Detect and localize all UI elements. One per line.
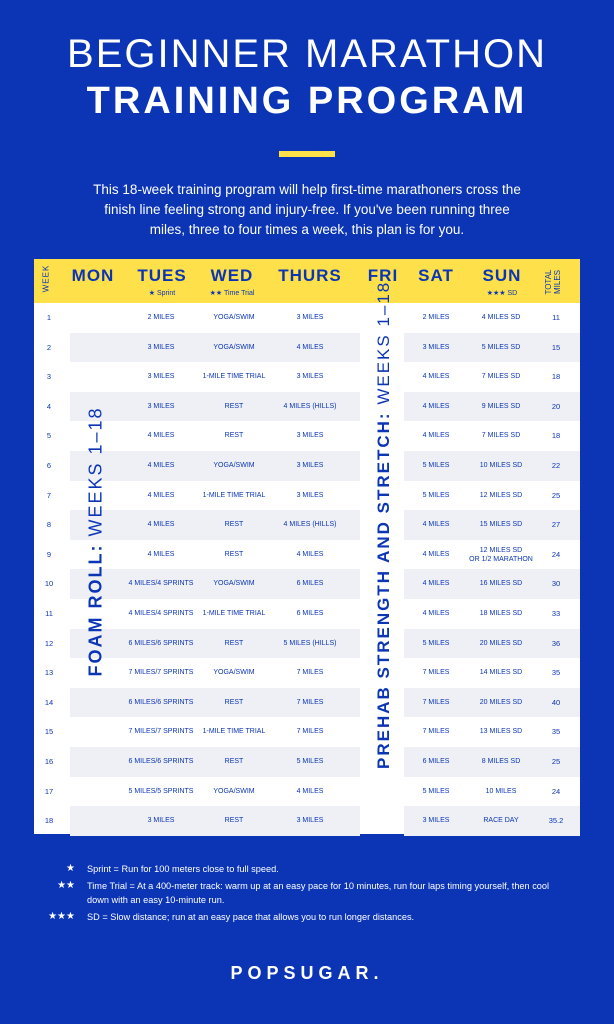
table-row: [34, 421, 580, 451]
cell-week: 10: [44, 579, 54, 589]
legend-text: Time Trial = At a 400-meter track: warm up at an easy pace for 10 minutes, run four laps timing yourself, then cool down with an easy 10-minute run.: [87, 881, 550, 905]
cell-sun: 15 MILES SD: [479, 521, 523, 529]
cell-tues: 4 MILES: [147, 521, 175, 529]
cell-sat: 3 MILES: [422, 817, 450, 825]
cell-sun: 12 MILES SD: [479, 491, 523, 499]
cell-total: 20: [551, 401, 561, 411]
cell-total: 11: [552, 313, 560, 322]
legend-text: SD = Slow distance; run at an easy pace that allows you to run longer distances.: [87, 912, 415, 922]
cell-thurs: 3 MILES: [296, 432, 324, 440]
table-row: [34, 658, 580, 688]
col-sat-header: SAT: [418, 266, 454, 285]
cell-tues: 4 MILES: [147, 432, 175, 440]
cell-sun: 9 MILES SD: [481, 402, 521, 410]
page-title-line1: BEGINNER MARATHON: [67, 32, 547, 76]
table-row: [34, 569, 580, 599]
cell-sun: 4 MILES SD: [481, 314, 521, 321]
total-header-line2: MILES: [553, 270, 562, 295]
cell-wed: REST: [224, 639, 244, 647]
cell-thurs: 4 MILES: [296, 787, 324, 795]
col-tues-header: TUES: [137, 266, 187, 285]
cell-tues: 7 MILES/7 SPRINTS: [128, 728, 194, 736]
cell-tues: 3 MILES: [147, 402, 175, 410]
cell-week: 4: [46, 401, 52, 411]
cell-week: 5: [46, 431, 52, 441]
cell-thurs: 4 MILES (HILLS): [283, 402, 337, 410]
popsugar-logo: POPSUGAR.: [230, 963, 384, 983]
table-row: [34, 481, 580, 511]
cell-week: 18: [44, 816, 54, 826]
cell-tues: 6 MILES/6 SPRINTS: [128, 639, 194, 647]
cell-tues: 6 MILES/6 SPRINTS: [128, 757, 194, 765]
table-row: [34, 599, 580, 629]
cell-tues: 3 MILES: [147, 373, 175, 381]
cell-total: 25: [551, 756, 561, 766]
col-total-header: [544, 257, 562, 307]
cell-sun: 13 MILES SD: [479, 728, 523, 736]
col-fri-header: FRI: [367, 266, 399, 285]
col-sun-header: SUN: [482, 266, 522, 285]
cell-sun: 7 MILES SD: [481, 373, 521, 381]
legend-text: Sprint = Run for 100 meters close to full speed.: [87, 864, 279, 874]
cell-wed: 1-MILE TIME TRIAL: [202, 728, 266, 736]
legend-item: [48, 910, 559, 924]
cell-week: 13: [44, 668, 54, 678]
table-row: [34, 510, 580, 540]
cell-wed: YOGA/SWIM: [213, 314, 255, 321]
table-row: [34, 392, 580, 422]
cell-thurs: 3 MILES: [296, 314, 324, 321]
cell-sat: 3 MILES: [422, 343, 450, 351]
col-wed-header: WED: [210, 266, 254, 285]
star-icon: ★★★: [486, 290, 506, 297]
cell-total: 25: [551, 490, 561, 500]
training-table: [34, 259, 580, 834]
star-icon: ★: [66, 863, 75, 874]
cell-total: 33: [551, 608, 561, 618]
col-week-header: WEEK: [41, 264, 51, 293]
table-row: [34, 747, 580, 777]
legend-item: [66, 862, 559, 876]
star-icon: ★: [148, 290, 156, 297]
cell-sun-line1: 12 MILES SD: [479, 546, 523, 554]
cell-sat: 4 MILES: [422, 432, 450, 440]
cell-wed: REST: [224, 521, 244, 529]
table-row: [34, 540, 580, 570]
cell-wed: REST: [224, 817, 244, 825]
cell-tues: 6 MILES/6 SPRINTS: [128, 698, 194, 706]
cell-sun: 10 MILES: [485, 787, 517, 795]
cell-total: 35.2: [548, 816, 564, 826]
cell-week: 9: [46, 549, 52, 559]
cell-sat: 4 MILES: [422, 609, 450, 617]
cell-sun: 7 MILES SD: [481, 432, 521, 440]
fri-banner: [374, 280, 394, 769]
cell-sat: 5 MILES: [422, 491, 450, 499]
cell-week: 11: [45, 608, 53, 618]
cell-sat: 7 MILES: [422, 698, 450, 706]
cell-sun: 14 MILES SD: [479, 669, 523, 677]
cell-week: 15: [44, 727, 54, 737]
cell-thurs: 4 MILES: [296, 550, 324, 558]
title-accent-bar: [279, 151, 335, 157]
cell-sat: 4 MILES: [422, 402, 450, 410]
cell-tues: 4 MILES: [147, 461, 175, 469]
cell-thurs: 7 MILES: [296, 698, 324, 706]
cell-wed: 1-MILE TIME TRIAL: [202, 373, 266, 381]
cell-week: 3: [46, 372, 52, 382]
table-row: [34, 717, 580, 747]
cell-tues: 3 MILES: [147, 817, 175, 825]
cell-thurs: 7 MILES: [296, 669, 324, 677]
cell-wed: REST: [224, 402, 244, 410]
cell-tues: 5 MILES/5 SPRINTS: [128, 787, 194, 795]
cell-wed: YOGA/SWIM: [213, 669, 255, 677]
cell-sat: 4 MILES: [422, 580, 450, 588]
cell-sun: 20 MILES SD: [479, 639, 523, 647]
cell-wed: REST: [224, 432, 244, 440]
cell-total: 15: [551, 342, 561, 352]
cell-wed: YOGA/SWIM: [213, 461, 255, 469]
cell-wed: YOGA/SWIM: [213, 580, 255, 588]
fri-banner-label: PREHAB STRENGTH AND STRETCH:: [374, 411, 393, 769]
cell-total: 18: [551, 372, 561, 382]
cell-total: 27: [551, 520, 561, 530]
star-icon: ★★★: [48, 911, 75, 922]
fri-banner-weeks: WEEKS 1–18: [374, 280, 393, 412]
table-rows: [34, 303, 580, 836]
cell-sun: 10 MILES SD: [479, 461, 523, 469]
col-mon-header: MON: [71, 266, 115, 285]
cell-week: 8: [46, 520, 52, 530]
cell-thurs: 7 MILES: [296, 728, 324, 736]
cell-thurs: 4 MILES: [296, 343, 324, 351]
cell-sat: 2 MILES: [422, 314, 450, 321]
cell-tues: 4 MILES/4 SPRINTS: [128, 580, 194, 588]
table-row: [34, 303, 580, 333]
cell-tues: 4 MILES: [147, 550, 175, 558]
cell-sun: 8 MILES SD: [481, 757, 521, 765]
mon-banner: [86, 392, 107, 692]
cell-week: 1: [46, 313, 52, 322]
cell-wed: REST: [224, 698, 244, 706]
cell-wed: REST: [224, 757, 244, 765]
cell-tues: 3 MILES: [147, 343, 175, 351]
mon-banner-weeks: WEEKS 1–18: [85, 406, 106, 537]
cell-sun: RACE DAY: [483, 817, 519, 825]
cell-wed: REST: [224, 550, 244, 558]
cell-total: 24: [551, 786, 561, 796]
cell-sat: 5 MILES: [422, 461, 450, 469]
cell-thurs: 6 MILES: [296, 609, 324, 617]
page-title-line2: TRAINING PROGRAM: [86, 80, 528, 122]
cell-sat: 4 MILES: [422, 550, 450, 558]
cell-sun: 18 MILES SD: [479, 609, 523, 617]
cell-thurs: 3 MILES: [296, 817, 324, 825]
cell-week: 6: [46, 460, 52, 470]
cell-total: 18: [551, 431, 561, 441]
tues-subhead-label: Sprint: [156, 290, 176, 297]
table-row: [34, 451, 580, 481]
cell-total: 40: [551, 697, 561, 707]
cell-wed: YOGA/SWIM: [213, 787, 255, 795]
cell-week: 12: [44, 638, 54, 648]
table-row: [34, 688, 580, 718]
table-row: [34, 777, 580, 807]
cell-sat: 7 MILES: [422, 728, 450, 736]
star-icon: ★★: [209, 290, 223, 297]
legend-item: [57, 879, 559, 907]
table-row: [34, 362, 580, 392]
cell-week: 16: [44, 756, 54, 766]
col-thurs-header: THURS: [278, 266, 342, 285]
mon-banner-label: FOAM ROLL:: [85, 536, 106, 677]
cell-week: 14: [44, 697, 54, 707]
cell-sat: 4 MILES: [422, 373, 450, 381]
star-icon: ★★: [57, 880, 75, 891]
cell-total: 24: [551, 549, 561, 559]
cell-sun: 16 MILES SD: [479, 580, 523, 588]
cell-thurs: 3 MILES: [296, 373, 324, 381]
cell-sat: 6 MILES: [422, 757, 450, 765]
cell-thurs: 3 MILES: [296, 461, 324, 469]
cell-total: 35: [551, 668, 561, 678]
cell-tues: 7 MILES/7 SPRINTS: [128, 669, 194, 677]
cell-total: 30: [551, 579, 561, 589]
cell-total: 35: [551, 727, 561, 737]
cell-thurs: 5 MILES: [296, 757, 324, 765]
cell-total: 22: [551, 460, 561, 470]
cell-wed: 1-MILE TIME TRIAL: [202, 491, 266, 499]
cell-week: 7: [46, 490, 52, 500]
table-header: [34, 259, 580, 303]
cell-thurs: 5 MILES (HILLS): [283, 639, 337, 647]
table-row: [34, 333, 580, 363]
cell-sun-line2: OR 1/2 MARATHON: [469, 555, 533, 563]
cell-week: 2: [46, 342, 52, 352]
cell-wed: 1-MILE TIME TRIAL: [202, 609, 266, 617]
wed-subhead-label: Time Trial: [223, 290, 255, 297]
cell-tues: 4 MILES: [147, 491, 175, 499]
cell-thurs: 6 MILES: [296, 580, 324, 588]
table-row: [34, 629, 580, 659]
table-row: [34, 806, 580, 836]
wed-subhead: [194, 289, 270, 297]
cell-tues: 4 MILES/4 SPRINTS: [128, 609, 194, 617]
cell-total: 36: [551, 638, 561, 648]
cell-tues: 2 MILES: [147, 314, 175, 321]
cell-week: 17: [44, 786, 54, 796]
cell-sun: [466, 540, 536, 570]
tues-subhead: [126, 289, 198, 297]
total-header-line1: TOTAL: [544, 269, 553, 295]
sun-subhead: [470, 289, 534, 297]
cell-sat: 5 MILES: [422, 639, 450, 647]
cell-sat: 4 MILES: [422, 521, 450, 529]
cell-sat: 7 MILES: [422, 669, 450, 677]
cell-sun: 20 MILES SD: [479, 698, 523, 706]
cell-sun: 5 MILES SD: [481, 343, 521, 351]
sun-subhead-label: SD: [507, 290, 518, 297]
cell-thurs: 3 MILES: [296, 491, 324, 499]
intro-text: This 18-week training program will help first-time marathoners cross the finish line feeling strong and injury-free. If you've been running three miles, three to four times a week, this plan is for you.: [93, 182, 521, 237]
cell-wed: YOGA/SWIM: [213, 343, 255, 351]
cell-sat: 5 MILES: [422, 787, 450, 795]
cell-thurs: 4 MILES (HILLS): [283, 521, 337, 529]
